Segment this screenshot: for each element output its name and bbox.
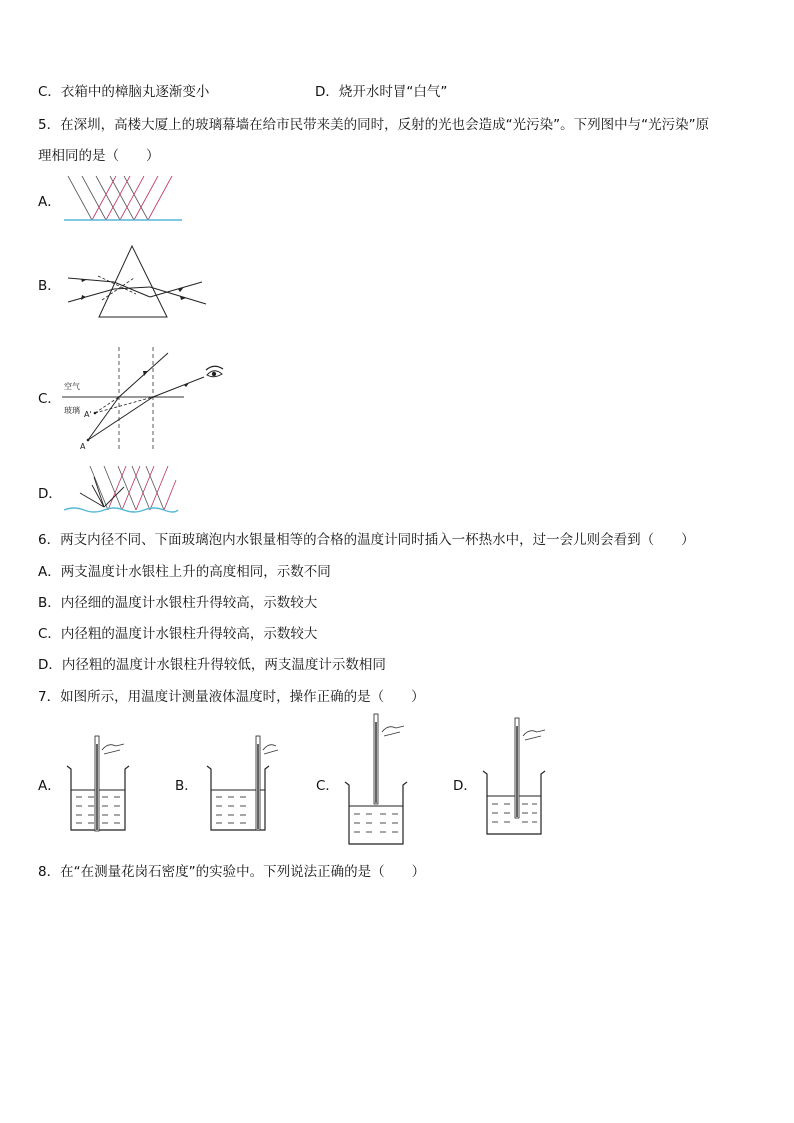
q7-stem: 7．如图所示，用温度计测量液体温度时，操作正确的是（ ） bbox=[38, 689, 425, 705]
q5-figure-c-air-label: 空气 bbox=[64, 382, 80, 391]
q5-figure-c-point-a: A bbox=[80, 442, 86, 451]
q5-figure-a-mirror-reflection bbox=[60, 172, 185, 227]
q7-option-a-label: A． bbox=[38, 778, 61, 794]
eye-icon bbox=[206, 366, 223, 377]
q7-figure-c-beaker-thermometer bbox=[342, 712, 418, 848]
q5-option-d-label: D． bbox=[38, 486, 62, 502]
q4-option-c: C．衣箱中的樟脑丸逐渐变小 bbox=[38, 84, 210, 100]
q6-option-c: C．内径粗的温度计水银柱升得较高，示数较大 bbox=[38, 626, 318, 642]
q5-figure-c-refraction-air-glass bbox=[62, 343, 230, 453]
q7-option-b-label: B． bbox=[175, 778, 198, 794]
q7-option-c-label: C． bbox=[316, 778, 339, 794]
q7-option-d-label: D． bbox=[453, 778, 477, 794]
q4-option-d: D．烧开水时冒“白气” bbox=[315, 84, 448, 100]
q5-option-a-label: A． bbox=[38, 194, 61, 210]
q5-option-c-label: C． bbox=[38, 391, 61, 407]
q8-stem: 8．在“在测量花岗石密度”的实验中。下列说法正确的是（ ） bbox=[38, 864, 426, 880]
q6-option-a: A．两支温度计水银柱上升的高度相同，示数不同 bbox=[38, 564, 331, 580]
q7-figure-a-beaker-thermometer bbox=[64, 734, 140, 834]
q6-stem: 6．两支内径不同、下面玻璃泡内水银量相等的合格的温度计同时插入一杯热水中，过一会儿则会看到（ ） bbox=[38, 532, 695, 548]
q5-figure-c-point-a-prime: A' bbox=[84, 410, 92, 419]
q6-option-b: B．内径细的温度计水银柱升得较高，示数较大 bbox=[38, 595, 318, 611]
q5-option-b-label: B． bbox=[38, 278, 61, 294]
q7-figure-d-beaker-thermometer bbox=[480, 716, 556, 838]
q7-figure-b-beaker-thermometer bbox=[204, 734, 280, 834]
q6-option-d: D．内径粗的温度计水银柱升得较低，两支温度计示数相同 bbox=[38, 657, 386, 673]
q5-stem-line2: 理相同的是（ ） bbox=[38, 148, 160, 164]
q5-figure-d-diffuse-reflection bbox=[62, 463, 180, 518]
q5-figure-c-glass-label: 玻璃 bbox=[64, 406, 80, 415]
q5-figure-b-prism-refraction bbox=[62, 242, 212, 322]
q5-stem-line1: 5．在深圳，高楼大厦上的玻璃幕墙在给市民带来美的同时，反射的光也会造成“光污染”。下列图中与“光污染”原 bbox=[38, 117, 710, 133]
